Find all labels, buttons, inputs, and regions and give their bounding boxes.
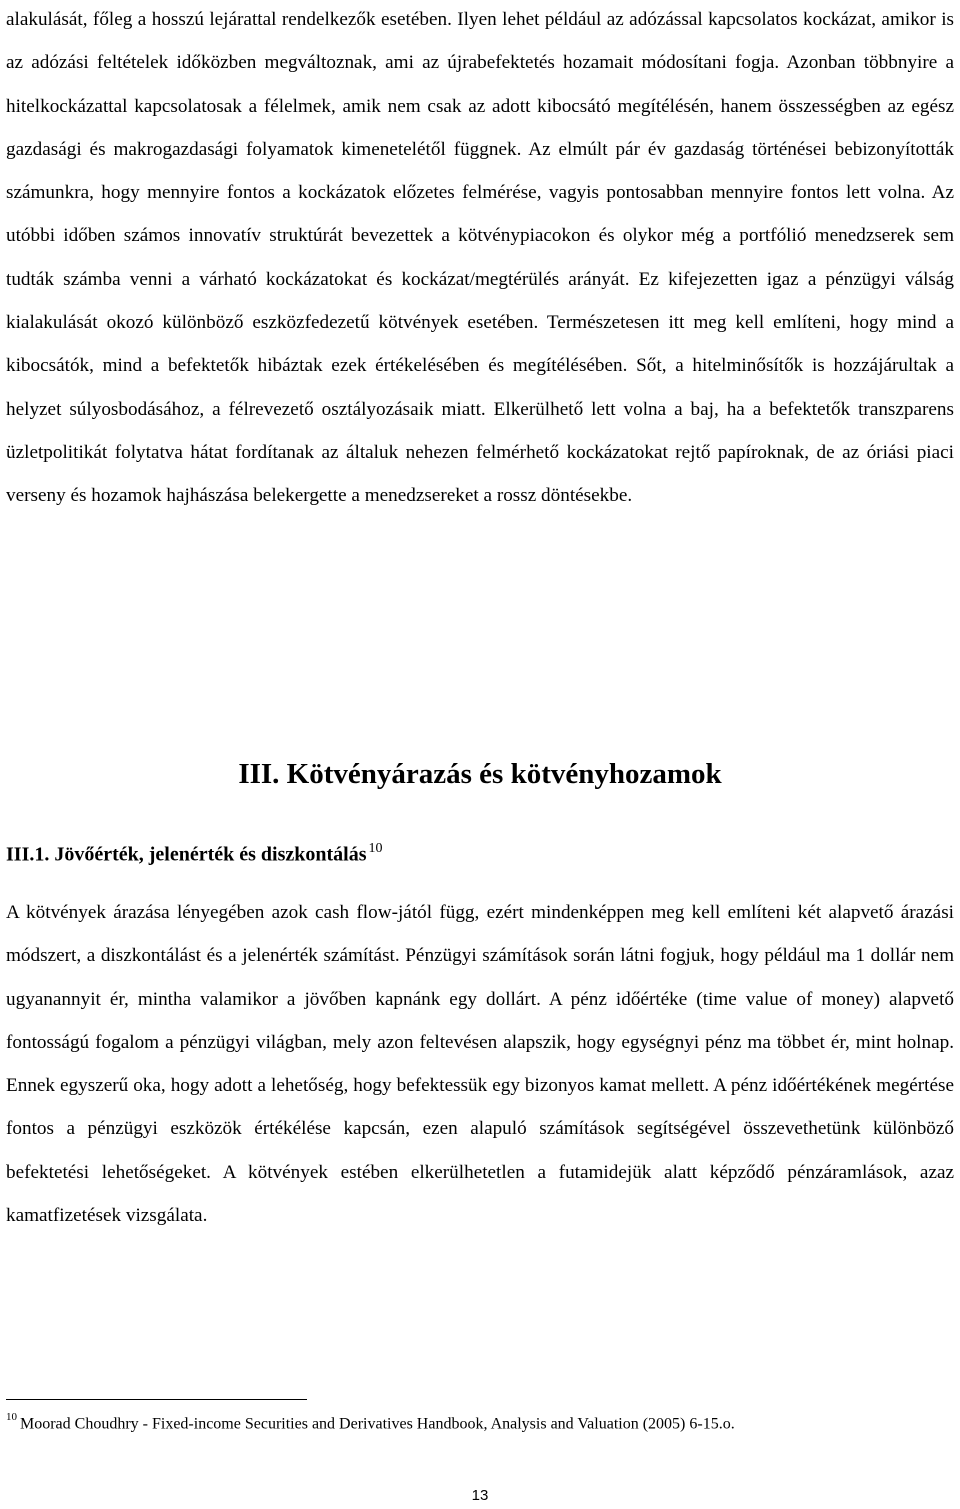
body-paragraph: A kötvények árazása lényegében azok cash flow-jától függ, ezért mindenképpen meg kell említeni két alapvető árazási módszert, a diszkontálást és a jelenérték számítást. Pénzügyi számítások során látni fogjuk, hogy például ma 1 dollár nem ugyanannyit ér, mintha valamikor a jövőben kapnánk egy dollárt. A pénz időértéke (time value of money) alapvető fontosságú fogalom a pénzügyi világban, mely azon feltevésen alapszik, hogy egységnyi pénz ma többet ér, mint holnap. Ennek egyszerű oka, hogy adott a lehetőség, hogy befektessük egy bizonyos kamat mellett. A pénz időértékének megértése fontos a pénzügyi eszközök értékélése kapcsán, ezen alapuló számítások segítségével összevethetünk különböző befektetési lehetőségeket. A kötvények estében elkerülhetetlen a futamidejük alatt képződő pénzáramlások, azaz kamatfizetések vizsgálata. xyxy=(6,902,954,1227)
footnote-number: 10 xyxy=(6,1411,17,1423)
chapter-heading: III. Kötvényárazás és kötvényhozamok xyxy=(238,758,722,790)
page-number: 13 xyxy=(471,1487,489,1504)
body-paragraph: alakulását, főleg a hosszú lejárattal rendelkezők esetében. Ilyen lehet például az adózással kapcsolatos kockázat, amikor is az adózási feltételek időközben megváltoznak, ami az újrabefektetés hozamait módosítani fogja. Azonban többnyire a hitelkockázattal kapcsolatosak a félelmek, amik nem csak az adott kibocsátó megítélésén, hanem összességben az egész gazdasági és makrogazdasági folyamatok kimenetelétől függnek. Az elmúlt pár év gazdaság történései bebizonyították számunkra, hogy mennyire fontos a kockázatok előzetes felmérése, vagyis pontosabban mennyire fontos lett volna. Az utóbbi időben számos innovatív struktúrát bevezettek a kötvénypiacokon és olykor még a portfólió menedzserek sem tudták számba venni a várható kockázatokat és kockázat/megtérülés arányát. Ez kifejezetten igaz a pénzügyi válság kialakulását okozó különböző eszközfedezetű kötvények esetében. Természetesen itt meg kell említeni, hogy mind a kibocsátók, mind a befektetők hibáztak ezek értékelésében és megítélésében. Sőt, a hitelminősítők is hozzájárultak a helyzet súlyosbodásához, a félrevezető osztályozásaik miatt. Elkerülhető lett volna a baj, ha a befektetők transzparens üzletpolitikát folytatva hátat fordítanak az általuk nehezen felmérhető kockázatokat rejtő papíroknak, de az óriási piaci verseny és hozamok hajhászása belekergette a menedzsereket a rossz döntésekbe. xyxy=(6,9,954,507)
footnote-text: Moorad Choudhry - Fixed-income Securities and Derivatives Handbook, Analysis and Valuation (2005) 6-15.o. xyxy=(20,1415,735,1433)
section-heading-text: III.1. Jövőérték, jelenérték és diszkontálás xyxy=(6,843,367,866)
footnote xyxy=(6,1405,954,1438)
section-heading xyxy=(6,830,383,875)
footnote-reference[interactable]: 10 xyxy=(368,841,383,856)
footnote-separator xyxy=(6,1399,307,1400)
